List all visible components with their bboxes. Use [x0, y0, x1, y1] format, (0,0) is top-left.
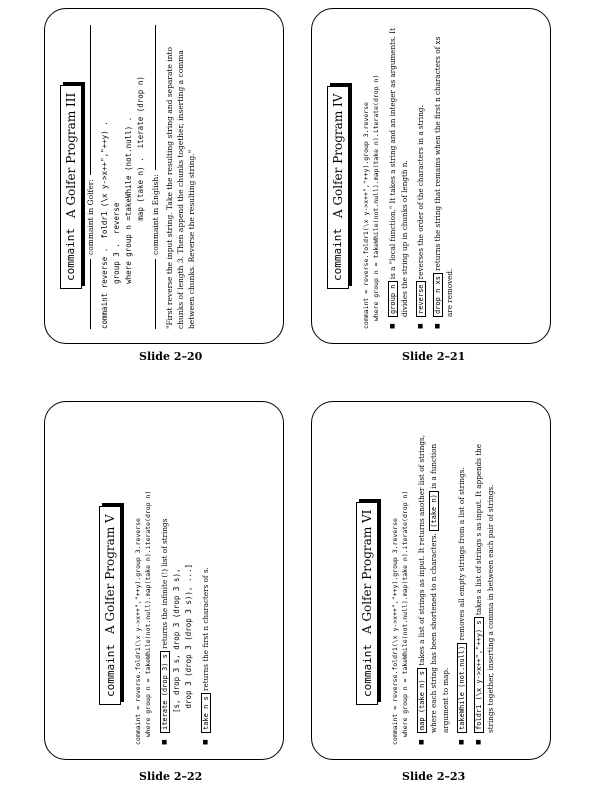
bullet-text: reverses the order of the characters in a string. — [415, 105, 425, 280]
bullet-text: returns the first n characters of s. — [201, 567, 210, 691]
list-item — [159, 418, 195, 745]
code-line: map (take n) . iterate (drop n) — [135, 76, 145, 329]
code-line: where group n = takeWhile(not.null).map(take n).iterate(drop n) — [144, 490, 152, 745]
code-line: commaint = reverse.foldr1(\x y->x++","++y).group 3.reverse — [391, 518, 399, 745]
bullet-text: returns the infinite (!) list of strings — [160, 518, 169, 649]
slide-2-22 — [44, 401, 284, 760]
list-item — [416, 418, 451, 745]
bullet-text: returns the string that remains when the first n characters of xs are removed. — [432, 36, 454, 317]
bullet-list — [416, 418, 496, 745]
title-code: commaint — [331, 228, 344, 281]
section-rule — [151, 25, 160, 329]
code-term: (take n) — [429, 491, 439, 531]
list-item — [200, 418, 212, 745]
title-text: A Golfer Program V — [103, 514, 117, 635]
list-item — [415, 25, 427, 329]
bullet-text: removes all empty strings from a list of strings. — [457, 467, 466, 641]
code-term: foldr1 (\x y->x++","++y) s — [474, 617, 484, 733]
code-line: drop 3 (drop 3 (drop 3 s)), ...] — [184, 563, 193, 713]
bullet-text: takes a list of strings as input. It returns another list of strings, where each string has been shortened to n characters. — [417, 435, 438, 733]
slide-title — [327, 86, 349, 289]
code-term: iterate (drop 3) s — [160, 651, 170, 733]
list-item — [432, 25, 455, 329]
rule-label: commaint in English: — [150, 174, 160, 255]
slide-caption: Slide 2–22 — [139, 770, 203, 783]
title-text: A Golfer Program III — [63, 92, 78, 219]
rule-label: commaint in Golfer: — [85, 179, 95, 255]
slide-title — [356, 502, 378, 705]
code-line: [s, drop 3 s, drop 3 (drop 3 s), — [172, 568, 181, 713]
code-line: where group n = takeWhile(not.null).map(take n).iterate(drop n) — [371, 74, 380, 329]
title-text: A Golfer Program IV — [330, 93, 345, 219]
code-line: commaint = reverse.foldr1(\x y->x++","++y).group 3.reverse — [361, 102, 370, 329]
code-line: where group n =takeWhile (not.null) . — [123, 116, 133, 329]
code-line: where group n = takeWhile(not.null).map(take n).iterate(drop n) — [401, 490, 409, 745]
code-term: map (take n) s — [417, 668, 427, 733]
slide-2-21 — [311, 8, 551, 344]
code-term: take n s — [201, 693, 211, 733]
bullet-text: takes a list of strings s as input. It appends the strings together, inserting a comma in between each pair of strings. — [474, 443, 495, 733]
title-code: commaint — [360, 644, 374, 697]
list-item — [473, 418, 496, 745]
code-line: commaint = reverse.foldr1(\x y->x++","++y).group 3.reverse — [134, 518, 142, 745]
code-term: group n — [388, 281, 398, 317]
title-code: commaint — [103, 644, 117, 697]
slide-caption: Slide 2–21 — [402, 350, 466, 363]
code-term: reverse — [416, 281, 426, 317]
slide-2-20 — [44, 8, 284, 344]
bullet-text: is a function argument to map. — [429, 443, 450, 733]
bullet-text: is a "local function." It takes a string and an integer as arguments. It divides the string up in chunks of length n. — [387, 27, 409, 317]
bullet-list — [159, 418, 212, 745]
code-line: group 3 . reverse — [111, 202, 121, 329]
slide-title — [99, 506, 121, 705]
slide-title — [60, 85, 82, 289]
slide-2-23 — [311, 401, 551, 760]
code-term: drop n xs — [433, 273, 443, 317]
code-term: takeWhile (not.null) — [457, 643, 467, 733]
slide-caption: Slide 2–20 — [139, 350, 203, 363]
bullet-list — [387, 25, 455, 329]
section-rule — [86, 25, 95, 329]
slide-caption: Slide 2–23 — [402, 770, 466, 783]
title-text: A Golfer Program VI — [360, 509, 374, 635]
title-code: commaint — [64, 228, 77, 281]
list-item — [387, 25, 410, 329]
list-item — [456, 418, 468, 745]
english-description: "First reverse the input string. Take the resulting string and separate into chunks of length 3. Then append the chunks together, inserting a comma between chunks. Reverse the resulting string." — [164, 46, 196, 329]
code-line: commaint reverse . foldr1 (\x y->x++","++y) . — [99, 121, 109, 329]
